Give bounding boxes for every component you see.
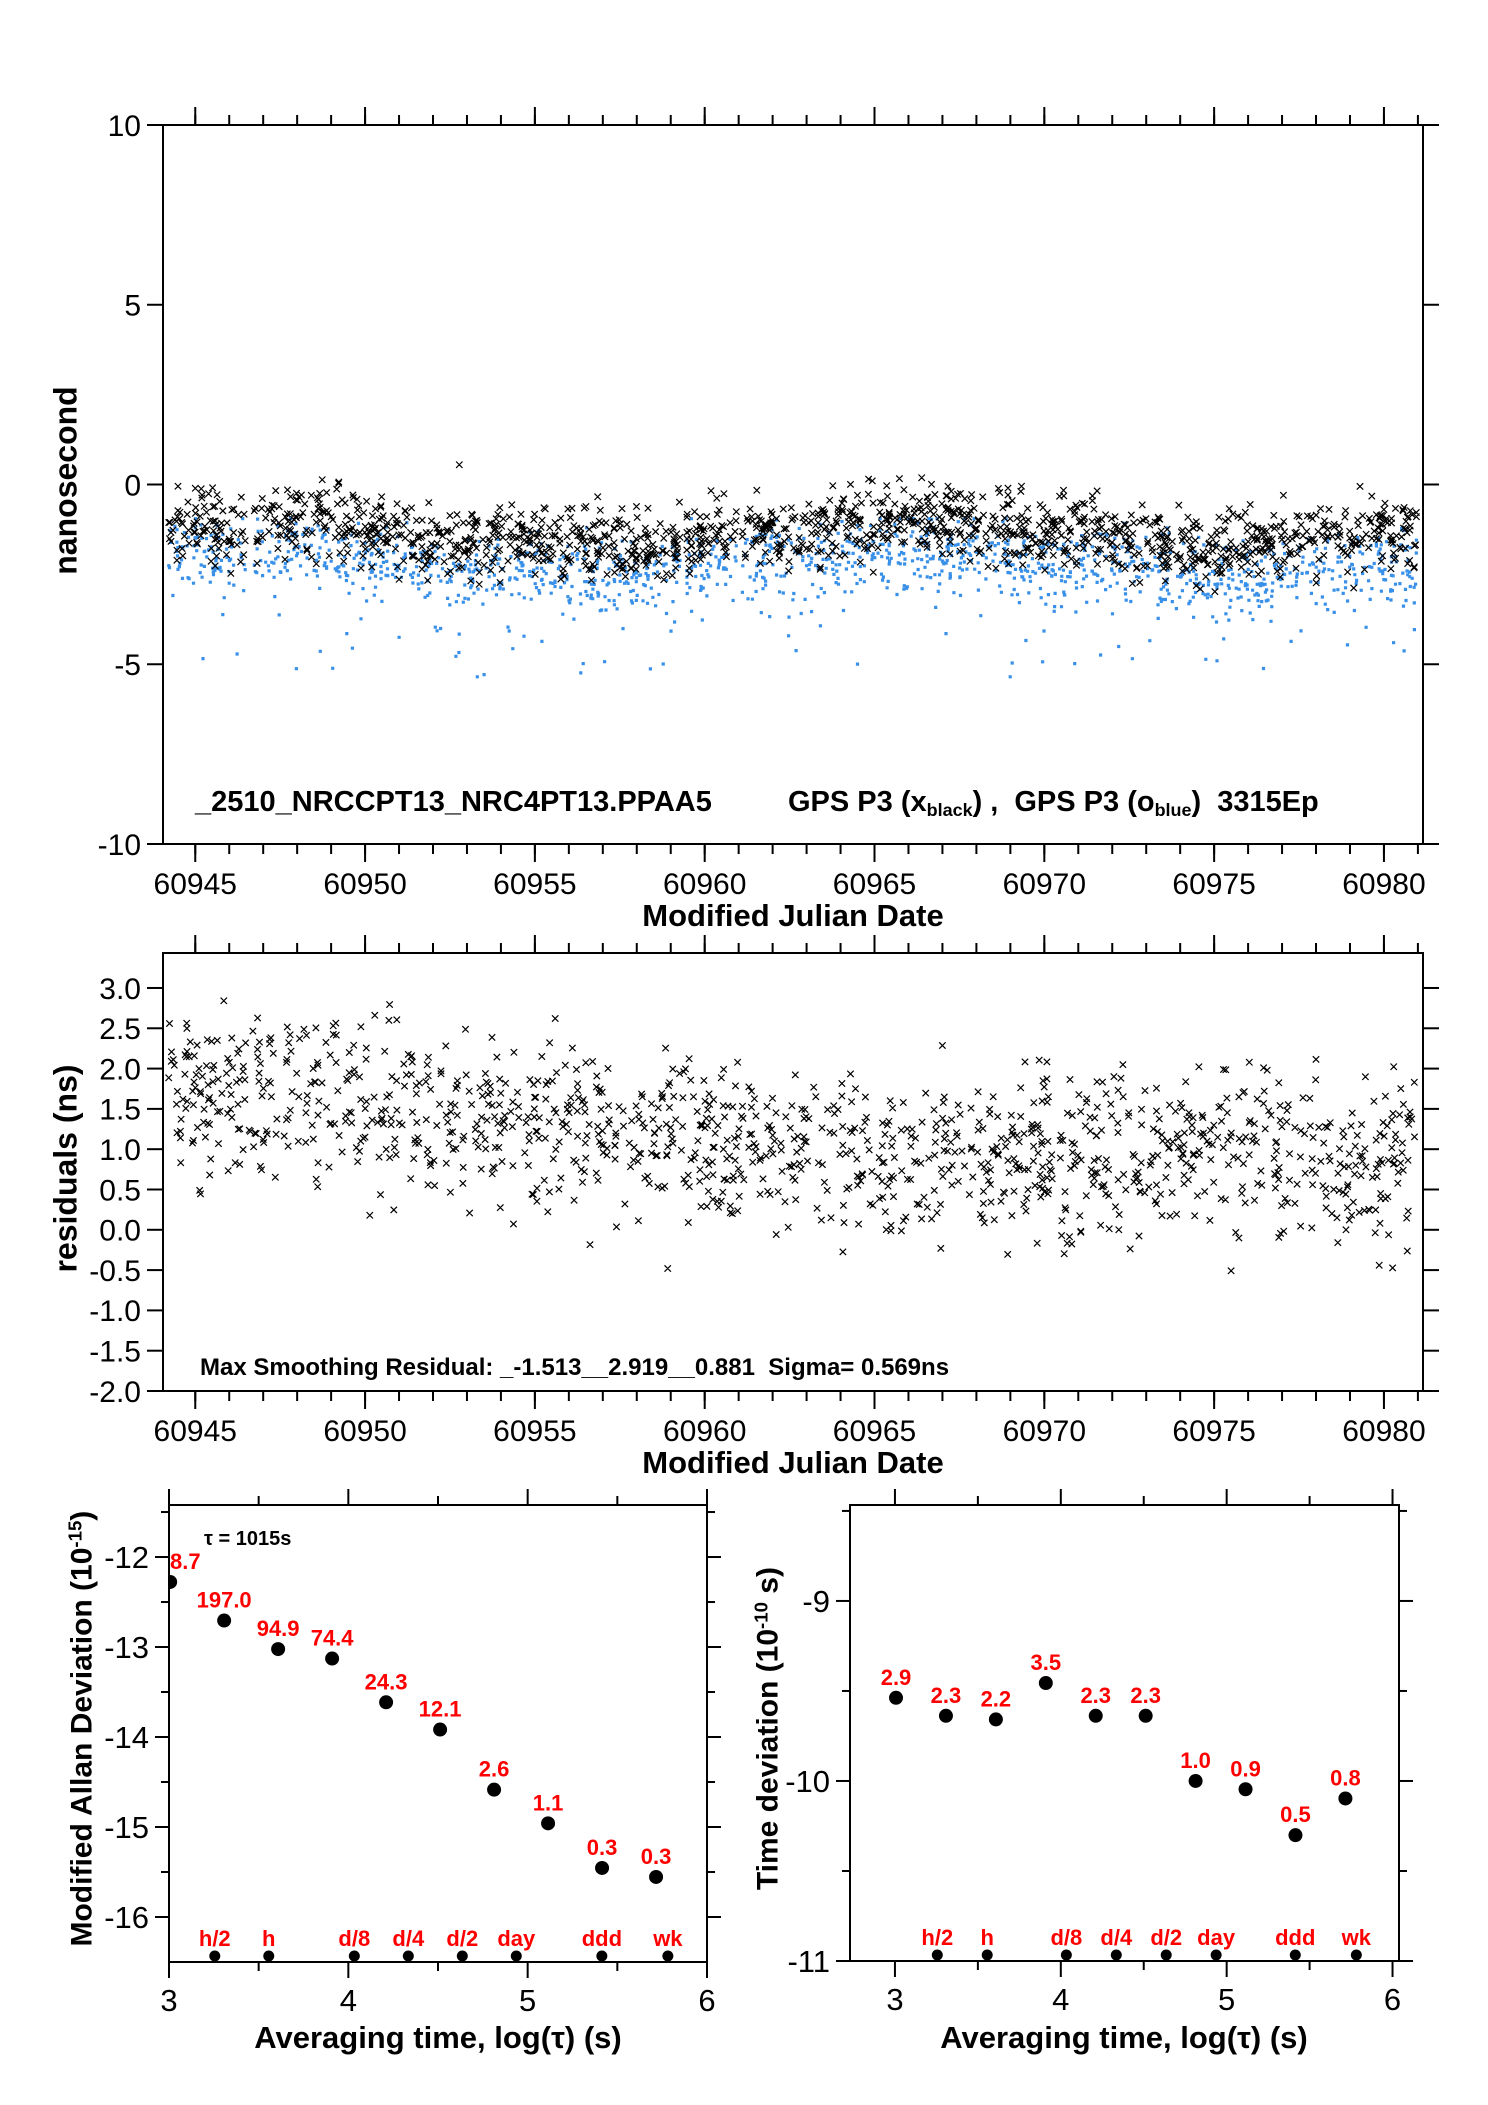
phase-x-tick-label: 60980 [1342, 868, 1426, 901]
tdev-y-axis-title [750, 1429, 785, 2029]
tdev-point-value-label: 0.8 [1330, 1765, 1361, 1791]
series1-color-sub: black [926, 800, 973, 821]
residuals-y-tick-label: 1.0 [99, 1133, 141, 1167]
tdev-y-tick-label: -11 [787, 1944, 830, 1980]
tdev-tau-tick-dot [1351, 1950, 1362, 1961]
tdev-tau-category-label: d/8 [1050, 1925, 1083, 1950]
mdev-panel [104, 1489, 721, 2018]
tdev-y-tick-label: -10 [785, 1764, 830, 1800]
mdev-x-axis-title-pre: Averaging time, log( [254, 2020, 552, 2055]
mdev-y-tick-label: -14 [104, 1720, 149, 1756]
phase-y-tick-label: -5 [114, 649, 141, 683]
mdev-x-axis-title [188, 2020, 688, 2056]
tdev-point-value-label: 2.2 [980, 1686, 1012, 1712]
series2-color-sub: blue [1154, 800, 1192, 821]
tdev-data-point [1338, 1791, 1352, 1805]
mdev-data-point [379, 1695, 393, 1709]
residuals-y-axis-title: residuals (ns) [47, 1064, 84, 1273]
mdev-y-axis-title [64, 1429, 99, 2029]
mdev-point-value-label: 0.3 [640, 1843, 672, 1869]
mdev-x-tick-label: 6 [698, 1983, 716, 2018]
phase-panel [98, 107, 1439, 901]
mdev-x-tick-label: 4 [339, 1983, 357, 2018]
mdev-tau-tick-dot [349, 1951, 360, 1962]
phase-plot-series-label [788, 786, 1319, 821]
residuals-x-tick-label: 60980 [1342, 1415, 1426, 1448]
mdev-data-point [217, 1614, 231, 1628]
tdev-data-point [1089, 1709, 1103, 1723]
mdev-tau-tick-dot [403, 1951, 414, 1962]
tdev-tau-category-label: day [1197, 1925, 1236, 1950]
tdev-point-value-label: 1.0 [1180, 1747, 1211, 1773]
phase-plot-file-label: _2510_NRCCPT13_NRC4PT13.PPAA5 [195, 786, 712, 818]
mdev-point-value-label: 94.9 [256, 1616, 300, 1642]
mdev-y-tick-label: -13 [104, 1630, 149, 1666]
tdev-point-value-label: 0.5 [1280, 1802, 1311, 1828]
tdev-data-point [1239, 1782, 1253, 1796]
tdev-tau-category-label: d/4 [1100, 1925, 1133, 1950]
tau-annotation: τ = 1015s [204, 1528, 292, 1550]
tdev-tau-category-label: d/2 [1150, 1925, 1183, 1950]
tdev-tau-category-label: wk [1341, 1925, 1372, 1950]
tdev-point-value-label: 2.3 [1080, 1682, 1112, 1708]
mdev-point-value-label: 74.4 [310, 1625, 354, 1651]
tdev-frame [850, 1505, 1399, 1961]
series1-label-close: ) , [972, 786, 999, 818]
tdev-data-point [989, 1712, 1003, 1726]
mdev-y-axis-title-sup: -15 [64, 1520, 86, 1548]
epoch-count-label: 3315Ep [1217, 786, 1319, 818]
mdev-tau-category-label: ddd [581, 1926, 623, 1951]
mdev-y-tick-label: -16 [104, 1900, 149, 1936]
tdev-data-point [1039, 1676, 1053, 1690]
residuals-x-tick-label: 60965 [832, 1415, 917, 1448]
mdev-y-tick-label: -15 [104, 1810, 149, 1846]
mdev-point-value-label: 197.0 [196, 1587, 252, 1613]
tdev-y-axis-title-sup: -10 [750, 1602, 772, 1629]
mdev-tau-tick-dot [511, 1951, 522, 1962]
tdev-point-value-label: 3.5 [1030, 1650, 1062, 1676]
tdev-tau-tick-dot [932, 1950, 943, 1961]
tdev-x-tick-label: 4 [1052, 1982, 1070, 2017]
mdev-data-point [649, 1870, 663, 1884]
mdev-tau-tick-dot [662, 1951, 673, 1962]
phase-x-tick-label: 60960 [662, 868, 747, 901]
mdev-x-tick-label: 5 [519, 1983, 537, 2018]
mdev-data-point [325, 1652, 339, 1666]
mdev-tau-tick-dot [596, 1951, 607, 1962]
phase-y-tick-label: 10 [107, 109, 141, 143]
residuals-x-tick-label: 60960 [662, 1415, 747, 1448]
phase-x-tick-label: 60955 [493, 868, 577, 901]
residual-stats-label: Max Smoothing Residual: _-1.513__2.919__0.881 Sigma= 0.569ns [200, 1354, 950, 1381]
mdev-x-axis-title-post: ) (s) [564, 2020, 622, 2055]
mdev-tau-tick-dot [457, 1951, 468, 1962]
residuals-y-tick-label: -2.0 [89, 1375, 141, 1409]
mdev-data-point [487, 1783, 501, 1797]
mdev-point-value-label: 12.1 [418, 1696, 462, 1722]
residuals-y-tick-label: -1.5 [89, 1335, 141, 1369]
tdev-x-axis-title [874, 2020, 1374, 2056]
mdev-data-point [163, 1575, 177, 1589]
residuals-y-tick-label: 0.5 [99, 1174, 141, 1208]
tdev-x-tick-label: 3 [886, 1982, 904, 2017]
mdev-data-point [595, 1861, 609, 1875]
residuals-y-tick-label: 2.5 [99, 1013, 141, 1047]
residuals-frame [163, 953, 1423, 1391]
tdev-point-value-label: 2.3 [1130, 1682, 1161, 1708]
mdev-tau-category-label: h [262, 1926, 276, 1951]
tdev-x-axis-title-post: ) (s) [1250, 2020, 1308, 2055]
residuals-y-tick-label: -0.5 [89, 1254, 141, 1288]
residuals-y-tick-label: 3.0 [99, 972, 141, 1006]
mdev-point-value-label: 0.3 [586, 1834, 618, 1860]
residuals-x-tick-label: 60975 [1172, 1415, 1256, 1448]
mdev-y-axis-title-pre: Modified Allan Deviation (10 [65, 1547, 99, 1947]
mdev-data-point [541, 1816, 555, 1830]
tdev-data-point [889, 1691, 903, 1705]
mdev-data-point [433, 1723, 447, 1737]
tdev-y-axis-title-post: s) [751, 1567, 785, 1603]
residuals-x-tick-label: 60945 [153, 1415, 237, 1448]
phase-x-tick-label: 60975 [1172, 868, 1256, 901]
tau-symbol: τ [1237, 2020, 1251, 2055]
tdev-x-axis-title-pre: Averaging time, log( [940, 2020, 1238, 2055]
phase-y-tick-label: 0 [124, 469, 141, 503]
mdev-tau-category-label: h/2 [198, 1926, 231, 1951]
mdev-tau-category-label: day [497, 1926, 536, 1951]
series1-label: GPS P3 (x [788, 786, 927, 818]
phase-x-axis-title: Modified Julian Date [642, 898, 944, 933]
tdev-tau-tick-dot [982, 1950, 993, 1961]
mdev-point-value-label: 2.6 [478, 1756, 510, 1782]
residual-points [166, 998, 1418, 1274]
phase-x-tick-label: 60945 [153, 868, 237, 901]
phase-x-tick-label: 60950 [323, 868, 407, 901]
tdev-point-value-label: 2.9 [880, 1664, 912, 1690]
tdev-point-value-label: 0.9 [1230, 1756, 1261, 1782]
residuals-x-axis-title: Modified Julian Date [642, 1445, 944, 1480]
tdev-x-tick-label: 6 [1383, 1982, 1402, 2017]
residuals-x-tick-label: 60970 [1002, 1415, 1087, 1448]
phase-x-tick-label: 60965 [832, 868, 917, 901]
residuals-y-tick-label: -1.0 [89, 1295, 141, 1329]
tdev-tau-category-label: h/2 [921, 1925, 954, 1950]
mdev-tau-tick-dot [209, 1951, 220, 1962]
mdev-tau-category-label: d/4 [392, 1926, 425, 1951]
phase-x-tick-label: 60970 [1002, 868, 1087, 901]
phase-y-tick-label: -10 [97, 828, 141, 862]
tdev-data-point [1288, 1828, 1302, 1842]
mdev-y-axis-title-post: ) [65, 1510, 99, 1521]
mdev-tau-category-label: d/8 [338, 1926, 371, 1951]
series2-label-close: ) [1191, 786, 1202, 818]
tdev-point-value-label: 2.3 [930, 1682, 962, 1708]
tdev-data-point [1139, 1709, 1153, 1723]
phase-y-tick-label: 5 [124, 289, 141, 323]
phase-frame [163, 125, 1423, 844]
tdev-y-axis-title-pre: Time deviation (10 [751, 1628, 785, 1891]
tdev-tau-tick-dot [1290, 1950, 1301, 1961]
mdev-tau-category-label: wk [653, 1926, 683, 1951]
mdev-point-value-label: 1.1 [532, 1790, 564, 1816]
mdev-point-value-label: 8.7 [170, 1548, 201, 1574]
tdev-tau-tick-dot [1161, 1950, 1172, 1961]
tdev-x-tick-label: 5 [1218, 1982, 1236, 2017]
residuals-x-tick-label: 60955 [493, 1415, 577, 1448]
tdev-data-point [1189, 1774, 1203, 1788]
residuals-x-tick-label: 60950 [323, 1415, 407, 1448]
phase-y-axis-title: nanosecond [47, 386, 84, 575]
mdev-point-value-label: 24.3 [364, 1669, 408, 1695]
mdev-tau-tick-dot [263, 1951, 274, 1962]
tdev-tau-tick-dot [1061, 1950, 1072, 1961]
tdev-tau-tick-dot [1211, 1950, 1222, 1961]
tdev-y-tick-label: -9 [802, 1584, 830, 1620]
mdev-y-tick-label: -12 [104, 1540, 149, 1576]
series2-label: GPS P3 (o [1014, 786, 1155, 818]
mdev-x-tick-label: 3 [160, 1983, 178, 2018]
mdev-tau-category-label: d/2 [446, 1926, 479, 1951]
tdev-panel [785, 1489, 1413, 2017]
tdev-data-point [939, 1709, 953, 1723]
tdev-tau-category-label: h [980, 1925, 994, 1950]
tdev-tau-category-label: ddd [1275, 1925, 1316, 1950]
tau-symbol: τ [551, 2020, 565, 2055]
mdev-data-point [271, 1642, 285, 1656]
residuals-y-tick-label: 1.5 [99, 1093, 141, 1127]
tdev-tau-tick-dot [1111, 1950, 1122, 1961]
residuals-y-tick-label: 2.0 [99, 1053, 141, 1087]
residuals-y-tick-label: 0.0 [99, 1214, 141, 1248]
